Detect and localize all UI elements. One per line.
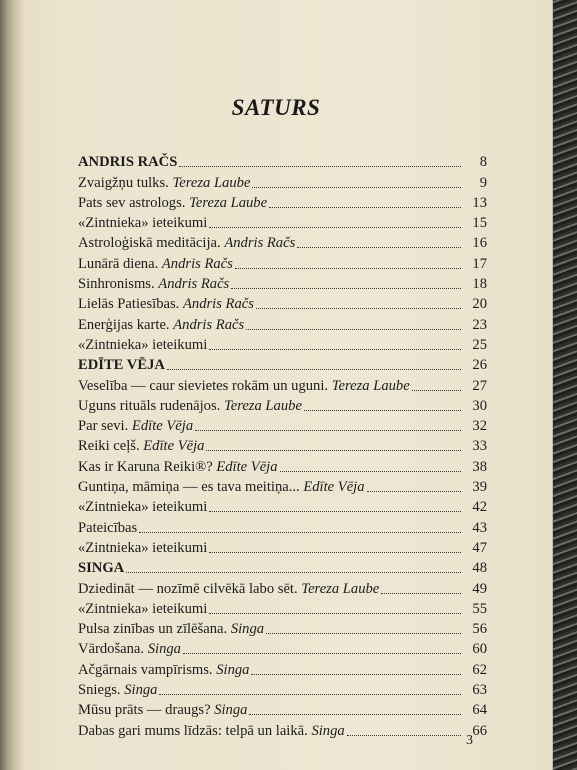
toc-entry-label xyxy=(78,376,410,396)
toc-entry-page: 62 xyxy=(472,661,487,678)
toc-entry-label xyxy=(78,193,267,213)
toc-entry-title: Zvaigžņu tulks. xyxy=(78,174,169,191)
toc-entry-title: Uguns rituāls rudenājos. xyxy=(78,397,221,414)
toc-entry-title: Vārdošana. xyxy=(78,641,145,658)
toc-entry-title: «Zintnieka» ieteikumi xyxy=(78,600,208,617)
toc-entry-page: 48 xyxy=(472,560,487,577)
toc-entry-label xyxy=(78,254,233,274)
toc-entry-title: Par sevi. xyxy=(78,418,129,435)
toc-entry-label xyxy=(78,436,204,456)
toc-entry-page: 18 xyxy=(472,276,487,293)
toc-entry xyxy=(78,233,487,253)
toc-entry-author: Tereza Laube xyxy=(189,194,268,211)
toc-entry-page: 20 xyxy=(472,296,487,313)
dot-leader xyxy=(297,247,461,248)
toc-entry xyxy=(78,659,487,679)
toc-entry-label xyxy=(78,477,365,497)
toc-entry-author: Tereza Laube xyxy=(331,377,410,394)
toc-entry-author: Singa xyxy=(311,722,345,739)
toc-entry-label xyxy=(78,599,207,619)
toc-entry xyxy=(78,213,487,233)
toc-entry-title: Guntiņa, māmiņa — es tava meitiņa... xyxy=(78,479,300,496)
toc-entry-page: 17 xyxy=(472,255,487,272)
toc-entry xyxy=(78,294,487,314)
toc-entry-author: Andris Račs xyxy=(182,296,254,313)
dot-leader xyxy=(126,572,461,573)
toc-entry-author: Tereza Laube xyxy=(172,174,251,191)
toc-entry-page: 49 xyxy=(472,580,487,597)
toc-entry-label xyxy=(78,457,278,477)
toc-entry-title: Pulsa zinības un zīlēšana. xyxy=(78,621,228,638)
dot-leader xyxy=(183,653,461,654)
toc-entry-page: 38 xyxy=(472,458,487,475)
dot-leader xyxy=(367,491,461,492)
dot-leader xyxy=(256,308,461,309)
toc-entry-title: EDĪTE VĒJA xyxy=(78,357,165,374)
toc-entry-page: 55 xyxy=(472,600,487,617)
toc-entry-page: 43 xyxy=(472,519,487,536)
toc-entry-label xyxy=(78,558,124,578)
toc-section-heading xyxy=(78,355,487,375)
toc-entry xyxy=(78,497,487,517)
toc-entry-title: Veselība — caur sievietes rokām un uguni. xyxy=(78,377,329,394)
toc-entry-page: 63 xyxy=(472,682,487,699)
toc-entry xyxy=(78,253,487,273)
toc-entry-label xyxy=(78,396,302,416)
toc-section-heading xyxy=(78,558,487,578)
dot-leader xyxy=(167,369,461,370)
dot-leader xyxy=(209,613,461,614)
page-number: 3 xyxy=(466,733,473,748)
toc-entry-title: Lielās Patiesības. xyxy=(78,296,180,313)
toc-entry-title: Enerģijas karte. xyxy=(78,316,170,333)
page-title: SATURS xyxy=(231,95,321,120)
toc-entry-author: Tereza Laube xyxy=(301,580,380,597)
toc-entry-author: Singa xyxy=(147,641,181,658)
dot-leader xyxy=(246,329,461,330)
toc-entry-author: Andris Račs xyxy=(224,235,296,252)
toc-entry-author: Singa xyxy=(230,621,265,638)
toc-entry xyxy=(78,700,487,720)
toc-entry-title: «Zintnieka» ieteikumi xyxy=(78,539,208,556)
toc-entry-label xyxy=(78,294,254,314)
toc-entry xyxy=(78,578,487,598)
dot-leader xyxy=(280,471,461,472)
toc-entry-page: 26 xyxy=(472,357,487,374)
toc-entry-title: Mūsu prāts — draugs? xyxy=(78,702,211,719)
toc-entry-page: 42 xyxy=(472,499,487,516)
dot-leader xyxy=(252,187,461,188)
toc-entry-title: Reiki ceļš. xyxy=(78,438,140,455)
toc-entry-label xyxy=(78,700,247,720)
dot-leader xyxy=(235,268,461,269)
toc-entry-label xyxy=(78,233,295,253)
toc-entry-label xyxy=(78,639,181,659)
dot-leader xyxy=(269,207,461,208)
toc-entry xyxy=(78,375,487,395)
dot-leader xyxy=(195,430,461,431)
toc-entry-page: 56 xyxy=(472,621,487,638)
toc-entry-author: Andris Račs xyxy=(158,276,230,293)
toc-entry-title: Pats sev astrologs. xyxy=(78,194,186,211)
toc-entry xyxy=(78,720,487,740)
toc-entry-label xyxy=(78,579,379,599)
dot-leader xyxy=(304,410,461,411)
toc-entry-page: 16 xyxy=(472,235,487,252)
dot-leader xyxy=(266,633,461,634)
toc-entry-page: 32 xyxy=(472,418,487,435)
dot-leader xyxy=(179,166,461,167)
dot-leader xyxy=(139,532,461,533)
toc-entry-label xyxy=(78,416,193,436)
toc-entry xyxy=(78,172,487,192)
toc-entry-author: Tereza Laube xyxy=(223,397,302,414)
dot-leader xyxy=(249,714,461,715)
dot-leader xyxy=(159,694,461,695)
dot-leader xyxy=(209,552,461,553)
toc-entry-page: 47 xyxy=(472,539,487,556)
toc-entry-title: Sniegs. xyxy=(78,682,121,699)
toc-entry-author: Singa xyxy=(216,661,250,678)
toc-entry-label xyxy=(78,497,207,517)
toc-entry-page: 15 xyxy=(472,215,487,232)
toc-entry xyxy=(78,274,487,294)
toc-entry xyxy=(78,396,487,416)
toc-entry-author: Edīte Vēja xyxy=(216,458,278,475)
toc-entry-page: 25 xyxy=(472,336,487,353)
toc-entry xyxy=(78,477,487,497)
toc-entry-label xyxy=(78,315,244,335)
toc-entry-author: Edīte Vēja xyxy=(143,438,205,455)
toc-entry-label xyxy=(78,660,249,680)
toc-entry-page: 60 xyxy=(472,641,487,658)
toc-entry-author: Singa xyxy=(214,702,248,719)
toc-entry-title: ANDRIS RAČS xyxy=(78,154,178,171)
toc-entry xyxy=(78,538,487,558)
dot-leader xyxy=(209,227,461,228)
toc-entry xyxy=(78,517,487,537)
toc-entry-author: Edīte Vēja xyxy=(303,479,365,496)
toc-entry-label xyxy=(78,355,165,375)
dot-leader xyxy=(209,349,461,350)
toc-entry-title: Sinhronisms. xyxy=(78,276,155,293)
toc-entry-title: Kas ir Karuna Reiki®? xyxy=(78,458,213,475)
toc-entry-page: 33 xyxy=(472,438,487,455)
toc-entry xyxy=(78,335,487,355)
toc-entry xyxy=(78,314,487,334)
dot-leader xyxy=(347,735,461,736)
dot-leader xyxy=(412,390,461,391)
toc-entry-label xyxy=(78,680,157,700)
toc-entry-label xyxy=(78,335,207,355)
dot-leader xyxy=(209,511,461,512)
toc-entry-page: 66 xyxy=(472,722,487,739)
toc-entry-title: Dabas gari mums līdzās: telpā un laikā. xyxy=(78,722,308,739)
dot-leader xyxy=(231,288,461,289)
toc-entry xyxy=(78,619,487,639)
toc-entry xyxy=(78,456,487,476)
toc-entry-title: «Zintnieka» ieteikumi xyxy=(78,215,208,232)
toc-entry-label xyxy=(78,538,207,558)
dot-leader xyxy=(381,593,461,594)
toc-entry-author: Andris Račs xyxy=(173,316,245,333)
toc-entry-page: 8 xyxy=(479,154,487,171)
toc-entry-author: Edīte Vēja xyxy=(131,418,194,435)
toc-entry-page: 9 xyxy=(479,174,487,191)
table-of-contents xyxy=(78,152,487,741)
toc-entry-page: 64 xyxy=(472,702,487,719)
toc-entry xyxy=(78,436,487,456)
toc-entry-page: 23 xyxy=(472,316,487,333)
toc-entry-title: Lunārā diena. xyxy=(78,255,159,272)
toc-entry-title: Astroloģiskā meditācija. xyxy=(78,235,221,252)
toc-entry-label xyxy=(78,173,250,193)
toc-entry-page: 30 xyxy=(472,397,487,414)
toc-entry-title: «Zintnieka» ieteikumi xyxy=(78,336,208,353)
toc-entry xyxy=(78,193,487,213)
toc-entry-title: Pateicības xyxy=(78,519,138,536)
toc-entry-label xyxy=(78,721,345,741)
toc-entry-title: Dziedināt — nozīmē cilvēkā labo sēt. xyxy=(78,580,298,597)
toc-entry-label xyxy=(78,518,137,538)
toc-entry xyxy=(78,599,487,619)
toc-entry-page: 39 xyxy=(472,479,487,496)
toc-entry-page: 13 xyxy=(472,194,487,211)
toc-entry xyxy=(78,680,487,700)
toc-entry-title: «Zintnieka» ieteikumi xyxy=(78,499,208,516)
toc-entry xyxy=(78,416,487,436)
toc-entry xyxy=(78,639,487,659)
toc-entry-label xyxy=(78,152,177,172)
toc-entry-label xyxy=(78,619,264,639)
toc-section-heading xyxy=(78,152,487,172)
toc-entry-label xyxy=(78,274,229,294)
toc-entry-label xyxy=(78,213,207,233)
toc-entry-author: Andris Račs xyxy=(161,255,233,272)
toc-entry-author: Singa xyxy=(124,682,158,699)
toc-entry-page: 27 xyxy=(472,377,487,394)
dot-leader xyxy=(206,450,461,451)
toc-entry-title: Ačgārnais vampīrisms. xyxy=(78,661,213,678)
dot-leader xyxy=(251,674,461,675)
toc-entry-title: SINGA xyxy=(78,560,125,577)
